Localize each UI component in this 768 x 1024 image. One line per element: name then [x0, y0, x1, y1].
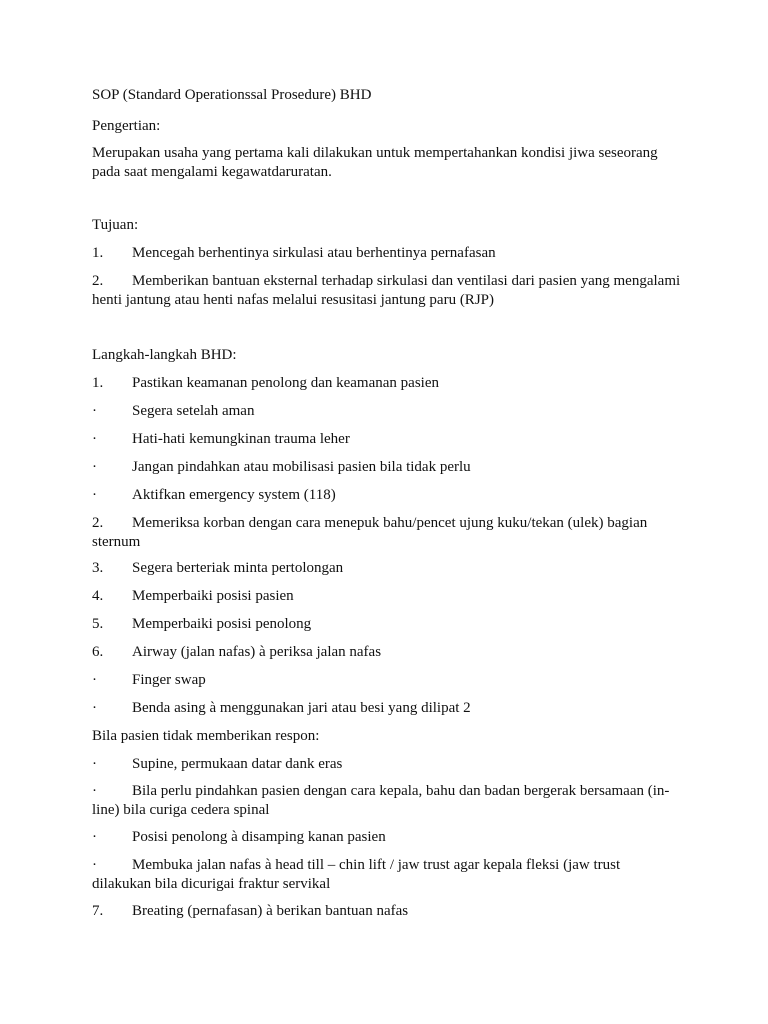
pengertian-heading: Pengertian:	[92, 118, 161, 134]
step-item	[92, 374, 682, 393]
step-text: Breating (pernafasan) à berikan bantuan nafas	[132, 903, 409, 919]
bullet-text: Segera setelah aman	[132, 403, 255, 419]
bullet-text: Membuka jalan nafas à head till – chin lift / jaw trust agar kepala fleksi (jaw trust dilakukan bila dicurigai fraktur servikal	[92, 857, 621, 892]
step-number: 4.	[92, 588, 104, 604]
step-item	[92, 587, 682, 606]
step-text: Memperbaiki posisi pasien	[132, 588, 294, 604]
item-number: 1.	[92, 245, 104, 261]
pengertian-text: Merupakan usaha yang pertama kali dilakukan untuk mempertahankan kondisi jiwa seseorang pada saat mengalami kegawatdaruratan.	[92, 145, 658, 180]
langkah-heading: Langkah-langkah BHD:	[92, 347, 237, 363]
bullet-marker: ·	[92, 487, 97, 503]
document-title: SOP (Standard Operationssal Prosedure) BHD	[92, 87, 372, 103]
step-item	[92, 615, 682, 634]
bullet-item	[92, 402, 682, 421]
step-text: Airway (jalan nafas) à periksa jalan nafas	[132, 644, 382, 660]
tujuan-item	[92, 272, 682, 310]
bullet-item	[92, 755, 682, 774]
item-text: Mencegah berhentinya sirkulasi atau berhentinya pernafasan	[132, 245, 496, 261]
step-item	[92, 902, 682, 921]
bullet-text: Aktifkan emergency system (118)	[132, 487, 336, 503]
bullet-item	[92, 671, 682, 690]
bullet-marker: ·	[92, 700, 97, 716]
step-text: Pastikan keamanan penolong dan keamanan pasien	[132, 375, 439, 391]
step-item	[92, 514, 682, 552]
item-text: Memberikan bantuan eksternal terhadap sirkulasi dan ventilasi dari pasien yang mengalami henti jantung atau henti nafas melalui resusitasi jantung paru (RJP)	[92, 273, 681, 308]
bullet-text: Posisi penolong à disamping kanan pasien	[132, 829, 386, 845]
step-item	[92, 559, 682, 578]
bullet-marker: ·	[92, 857, 97, 873]
step-item	[92, 643, 682, 662]
bullet-marker: ·	[92, 431, 97, 447]
bullet-text: Supine, permukaan datar dank eras	[132, 756, 343, 772]
tujuan-item	[92, 244, 682, 263]
step-text: Segera berteriak minta pertolongan	[132, 560, 344, 576]
bullet-text: Jangan pindahkan atau mobilisasi pasien bila tidak perlu	[132, 459, 471, 475]
bullet-item	[92, 856, 682, 894]
bullet-text: Hati-hati kemungkinan trauma leher	[132, 431, 350, 447]
bullet-item	[92, 699, 682, 718]
step-number: 5.	[92, 616, 104, 632]
bullet-marker: ·	[92, 672, 97, 688]
bullet-marker: ·	[92, 756, 97, 772]
step-text: Memeriksa korban dengan cara menepuk bahu/pencet ujung kuku/tekan (ulek) bagian sternum	[92, 515, 648, 550]
bullet-item	[92, 486, 682, 505]
step-number: 2.	[92, 515, 104, 531]
step-number: 1.	[92, 375, 104, 391]
bullet-marker: ·	[92, 459, 97, 475]
item-number: 2.	[92, 273, 104, 289]
no-response-heading: Bila pasien tidak memberikan respon:	[92, 728, 320, 744]
bullet-item	[92, 430, 682, 449]
bullet-item	[92, 828, 682, 847]
step-number: 7.	[92, 903, 104, 919]
bullet-text: Benda asing à menggunakan jari atau besi yang dilipat 2	[132, 700, 471, 716]
bullet-marker: ·	[92, 829, 97, 845]
step-text: Memperbaiki posisi penolong	[132, 616, 312, 632]
step-number: 3.	[92, 560, 104, 576]
bullet-text: Finger swap	[132, 672, 206, 688]
bullet-marker: ·	[92, 783, 97, 799]
bullet-item	[92, 782, 682, 820]
bullet-marker: ·	[92, 403, 97, 419]
bullet-item	[92, 458, 682, 477]
bullet-text: Bila perlu pindahkan pasien dengan cara kepala, bahu dan badan bergerak bersamaan (in-line) bila curiga cedera spinal	[92, 783, 670, 818]
tujuan-heading: Tujuan:	[92, 217, 139, 233]
step-number: 6.	[92, 644, 104, 660]
